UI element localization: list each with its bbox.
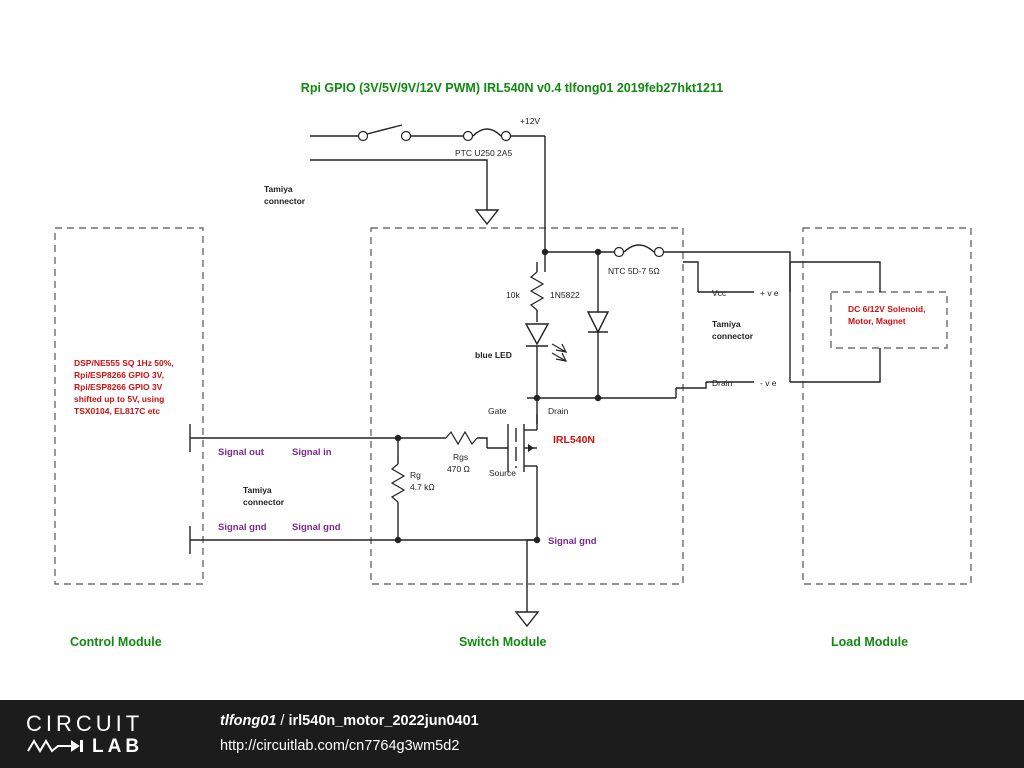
circuitlab-logo bbox=[0, 710, 200, 757]
waveform-icon bbox=[26, 737, 86, 755]
footer-bar bbox=[0, 700, 1024, 768]
tamiya-right-line1: Tamiya bbox=[712, 319, 741, 329]
tamiya-left-line1: Tamiya bbox=[243, 485, 272, 495]
footer-filename[interactable]: irl540n_motor_2022jun0401 bbox=[288, 713, 479, 730]
rgs-name-label: Rgs bbox=[453, 452, 469, 462]
junction-diode-top bbox=[595, 249, 601, 255]
logo-second-row bbox=[26, 737, 143, 756]
rg-value-label: 4.7 kΩ bbox=[410, 482, 435, 492]
switch-node-a bbox=[359, 132, 368, 141]
ptc-node-a bbox=[464, 132, 473, 141]
signal-gnd-left-label: Signal gnd bbox=[218, 522, 267, 533]
diode-symbol bbox=[588, 312, 608, 332]
vcc-label: Vcc bbox=[712, 288, 727, 298]
rgs-value-label: 470 Ω bbox=[447, 464, 470, 474]
switch-module-box bbox=[371, 228, 683, 584]
signal-out-label: Signal out bbox=[218, 447, 264, 458]
signal-in-label: Signal in bbox=[292, 447, 332, 458]
supply-label: +12V bbox=[520, 116, 541, 126]
mosfet-part-label: IRL540N bbox=[553, 434, 596, 446]
load-note-line1: DC 6/12V Solenoid, bbox=[848, 304, 926, 314]
resistor-10k bbox=[531, 272, 543, 310]
control-note-line5: TSX0104, EL817C etc bbox=[74, 406, 160, 416]
ptc-label: PTC U250 2A5 bbox=[455, 148, 513, 158]
tamiya-left-line2: connector bbox=[243, 497, 285, 507]
plus-ve-label: + v e bbox=[760, 288, 779, 298]
junction-rg-gnd bbox=[395, 537, 401, 543]
ground-symbol-top bbox=[476, 210, 498, 224]
control-note-line4: shifted up to 5V, using bbox=[74, 394, 165, 404]
r10k-label: 10k bbox=[506, 290, 520, 300]
footer-author[interactable]: tlfong01 bbox=[220, 713, 277, 730]
signal-gnd-mid-label: Signal gnd bbox=[292, 522, 341, 533]
tamiya-right-line2: connector bbox=[712, 331, 754, 341]
source-label: Source bbox=[489, 468, 516, 478]
diagram-title: Rpi GPIO (3V/5V/9V/12V PWM) IRL540N v0.4 tlfong01 2019feb27hkt1211 bbox=[300, 81, 724, 95]
switch-node-b bbox=[402, 132, 411, 141]
ntc-node-a bbox=[615, 248, 624, 257]
ntc-arc bbox=[624, 245, 654, 252]
ground-symbol-bottom bbox=[516, 612, 538, 626]
ptc-arc bbox=[473, 129, 501, 136]
drain-right-label: Drain bbox=[712, 378, 733, 388]
footer-project-line bbox=[220, 711, 479, 732]
tamiya-top-label-line2: connector bbox=[264, 196, 306, 206]
junction-diode-drain bbox=[595, 395, 601, 401]
drain-connector-wire bbox=[676, 382, 706, 388]
minus-ve-label: - v e bbox=[760, 378, 777, 388]
logo-lab-text: LAB bbox=[92, 735, 144, 757]
vcc-wire-up bbox=[683, 262, 698, 292]
rg-name-label: Rg bbox=[410, 470, 421, 480]
resistor-rg bbox=[392, 464, 404, 502]
ntc-label: NTC 5D-7 5Ω bbox=[608, 266, 660, 276]
control-note-line3: Rpi/ESP8266 GPIO 3V bbox=[74, 382, 163, 392]
mosfet-body-arrow bbox=[528, 444, 534, 452]
footer-separator: / bbox=[276, 713, 289, 730]
ptc-node-b bbox=[502, 132, 511, 141]
load-bottom-wire bbox=[790, 348, 880, 382]
control-module-label: Control Module bbox=[70, 635, 162, 649]
tamiya-top-label-line1: Tamiya bbox=[264, 184, 293, 194]
footer-text-block bbox=[200, 711, 479, 756]
load-note-line2: Motor, Magnet bbox=[848, 316, 906, 326]
signal-gnd-switch-label: Signal gnd bbox=[548, 536, 597, 547]
ntc-node-b bbox=[655, 248, 664, 257]
control-note-line1: DSP/NE555 SQ 1Hz 50%, bbox=[74, 358, 174, 368]
switch-module-label: Switch Module bbox=[459, 635, 547, 649]
control-note-line2: Rpi/ESP8266 GPIO 3V, bbox=[74, 370, 164, 380]
diode-label: 1N5822 bbox=[550, 290, 580, 300]
junction-supply-ntc bbox=[542, 249, 548, 255]
blue-led-label: blue LED bbox=[475, 350, 512, 360]
logo-circuit-text: CIRCUIT bbox=[26, 710, 144, 736]
load-module-label: Load Module bbox=[831, 635, 909, 649]
led-arrow-2 bbox=[552, 353, 566, 361]
load-module-box bbox=[803, 228, 971, 584]
blue-led-symbol bbox=[526, 324, 548, 344]
resistor-rgs bbox=[446, 432, 477, 444]
switch-lever bbox=[367, 125, 402, 134]
tamiya-ground-wire bbox=[310, 160, 487, 210]
footer-url[interactable]: http://circuitlab.com/cn7764g3wm5d2 bbox=[220, 737, 460, 754]
led-arrow-1 bbox=[552, 344, 566, 352]
rgs-lead-right bbox=[477, 438, 487, 448]
drain-label: Drain bbox=[548, 406, 569, 416]
gate-label: Gate bbox=[488, 406, 507, 416]
